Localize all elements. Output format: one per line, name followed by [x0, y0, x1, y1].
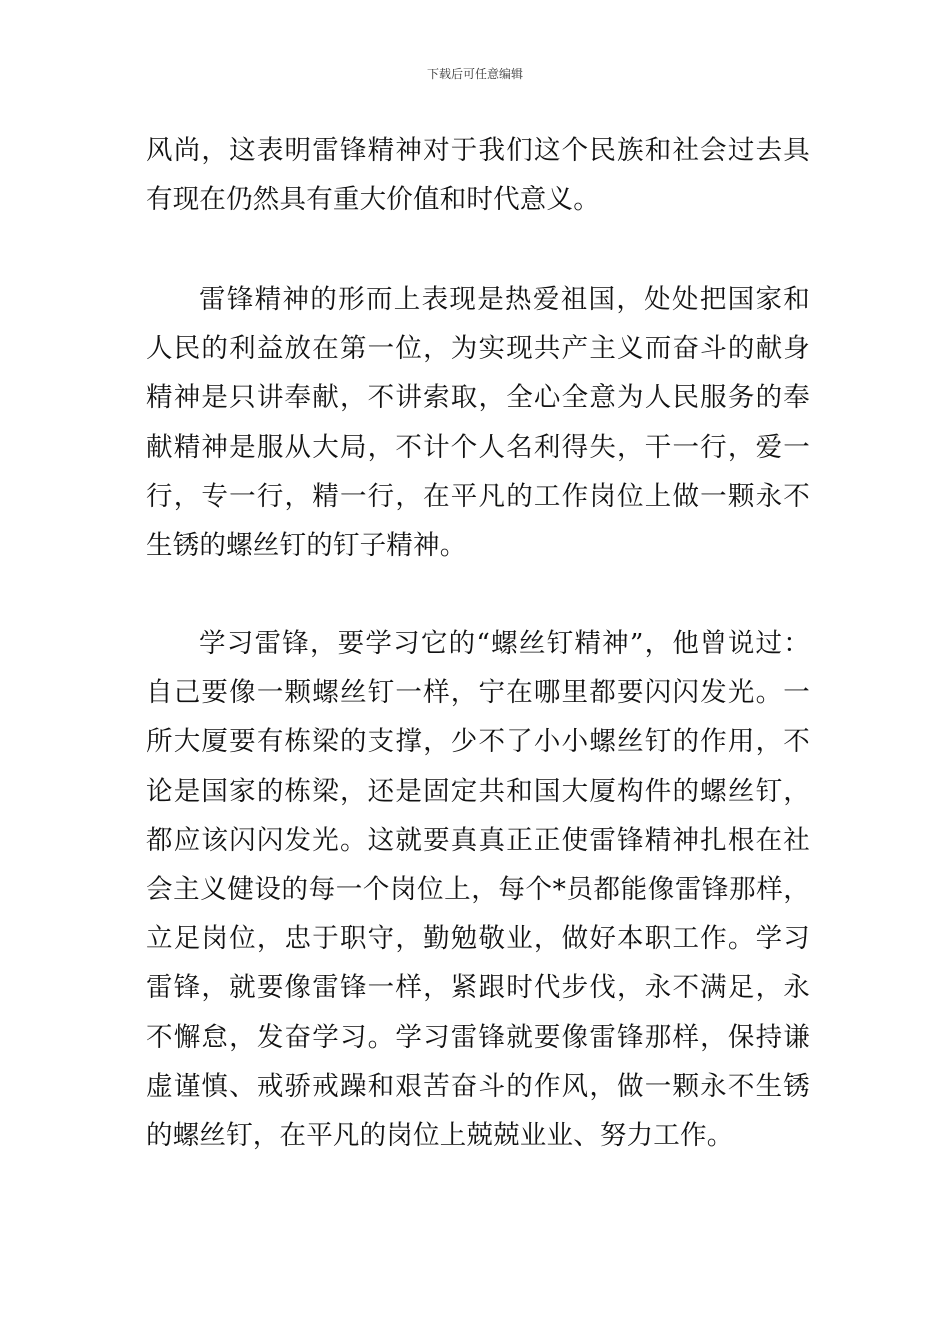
- paragraph-2: 雷锋精神的形而上表现是热爱祖国，处处把国家和人民的利益放在第一位，为实现共产主义而奋斗的献身精神是只讲奉献，不讲索取，全心全意为人民服务的奉献精神是服从大局，不计个人名利得失，干一行，爱一行，专一行，精一行，在平凡的工作岗位上做一颗永不生锈的螺丝钉的钉子精神。: [146, 284, 810, 562]
- paragraph-1: 风尚，这表明雷锋精神对于我们这个民族和社会过去具有现在仍然具有重大价值和时代意义。: [146, 135, 810, 216]
- paragraph-3: 学习雷锋，要学习它的“螺丝钉精神”，他曾说过：自己要像一颗螺丝钉一样，宁在哪里都要闪闪发光。一所大厦要有栋梁的支撑，少不了小小螺丝钉的作用，不论是国家的栋梁，还是固定共和国大厦构件的螺丝钉，都应该闪闪发光。这就要真真正正使雷锋精神扎根在社会主义健设的每一个岗位上，每个*员都能像雷锋那样，立足岗位，忠于职守，勤勉敬业，做好本职工作。学习雷锋，就要像雷锋一样，紧跟时代步伐，永不满足，永不懈怠，发奋学习。学习雷锋就要像雷锋那样，保持谦虚谨慎、戒骄戒躁和艰苦奋斗的作风，做一颗永不生锈的螺丝钉，在平凡的岗位上兢兢业业、努力工作。: [146, 628, 810, 1152]
- page-header: 下载后可任意编辑: [426, 67, 523, 81]
